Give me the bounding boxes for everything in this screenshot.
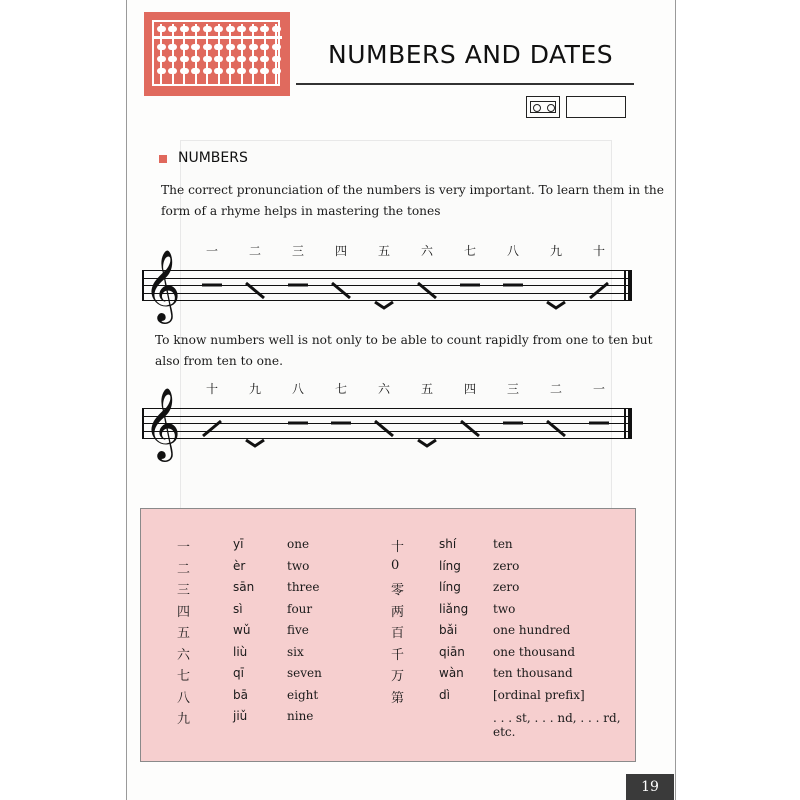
abacus-bead: [237, 44, 246, 50]
abacus-bead: [203, 68, 212, 74]
note-character: 四: [463, 382, 476, 396]
vocab-ordinal-note: . . . st, . . . nd, . . . rd, etc.: [493, 711, 621, 739]
abacus-bead: [168, 68, 177, 74]
staff-end-bar-thick: [628, 270, 632, 301]
abacus-rod: [241, 24, 243, 84]
vocab-english: [ordinal prefix]: [493, 687, 585, 702]
note-character: 十: [205, 382, 218, 396]
abacus-bead: [226, 26, 235, 32]
tone-1-mark-icon: [498, 280, 528, 310]
vocab-pinyin: liù: [233, 644, 248, 659]
abacus-bead: [249, 68, 258, 74]
vocab-hanzi: 零: [391, 583, 405, 598]
vocab-english: four: [287, 601, 313, 616]
vocab-hanzi: 0: [391, 557, 400, 573]
vocab-english: six: [287, 644, 304, 659]
abacus-bead: [272, 44, 281, 50]
vocab-pinyin: líng: [439, 580, 461, 594]
abacus-bead: [249, 44, 258, 50]
tone-3-mark-icon: [412, 418, 442, 448]
note-character: 二: [248, 244, 261, 258]
abacus-bead: [157, 68, 166, 74]
tone-4-mark-icon: [455, 418, 485, 448]
abacus-bead: [191, 56, 200, 62]
abacus-bead: [191, 68, 200, 74]
abacus-bead: [191, 26, 200, 32]
abacus-bead: [214, 56, 223, 62]
abacus-bead: [180, 68, 189, 74]
vocab-pinyin: sān: [233, 580, 255, 594]
vocab-hanzi: 二: [177, 561, 191, 577]
vocab-pinyin: sì: [233, 601, 243, 616]
intro-paragraph: [161, 180, 664, 222]
title-rule: [296, 83, 634, 85]
abacus-bead: [203, 56, 212, 62]
tone-1-mark-icon: [498, 418, 528, 448]
tone-1-mark-icon: [197, 280, 227, 310]
abacus-bead: [168, 44, 177, 50]
vocab-hanzi: 百: [391, 626, 405, 641]
staff-end-bar-thin: [624, 408, 626, 439]
abacus-bead: [249, 56, 258, 62]
note-character: 九: [248, 382, 261, 396]
note-character: 一: [592, 382, 605, 396]
abacus-rod: [218, 24, 220, 84]
note-character: 八: [506, 244, 519, 258]
abacus-bead: [157, 56, 166, 62]
vocab-pinyin: liǎng: [439, 601, 469, 616]
vocab-english: seven: [287, 666, 322, 680]
abacus-bead: [226, 44, 235, 50]
vocab-english: three: [287, 580, 320, 594]
audio-track-box: [566, 96, 626, 118]
vocab-english: ten: [493, 537, 513, 551]
abacus-bead: [237, 68, 246, 74]
abacus-rod: [172, 24, 174, 84]
abacus-bead: [237, 56, 246, 62]
vocab-pinyin: èr: [233, 558, 246, 573]
tone-1-mark-icon: [584, 418, 614, 448]
abacus-bead: [272, 68, 281, 74]
note-character: 一: [205, 244, 218, 258]
note-character: 三: [291, 244, 304, 258]
abacus-rod: [183, 24, 185, 84]
abacus-bead: [260, 26, 269, 32]
staff-end-bar-thick: [628, 408, 632, 439]
vocab-english: two: [287, 558, 310, 573]
abacus-rod: [160, 24, 162, 84]
vocab-english: eight: [287, 687, 319, 702]
staff-line: [142, 408, 632, 409]
vocab-pinyin: dì: [439, 687, 450, 702]
abacus-bead: [157, 26, 166, 32]
vocab-pinyin: bǎi: [439, 623, 458, 637]
tone-1-mark-icon: [326, 418, 356, 448]
vocab-hanzi: 五: [177, 626, 191, 641]
paragraph-line: form of a rhyme helps in mastering the tones: [161, 204, 441, 218]
abacus-bead: [180, 44, 189, 50]
abacus-bead: [249, 26, 258, 32]
abacus-bead: [260, 44, 269, 50]
abacus-bead: [203, 26, 212, 32]
vocab-english: zero: [493, 580, 520, 594]
vocab-pinyin: qī: [233, 666, 244, 680]
page-number: 19: [626, 774, 674, 800]
vocab-hanzi: 第: [391, 690, 405, 706]
vocab-pinyin: bā: [233, 687, 248, 702]
tone-1-mark-icon: [455, 280, 485, 310]
staff-line: [142, 278, 632, 279]
vocab-hanzi: 十: [391, 540, 405, 555]
vocab-hanzi: 四: [177, 604, 191, 620]
note-character: 九: [549, 244, 562, 258]
abacus-rod: [195, 24, 197, 84]
tone-3-mark-icon: [240, 418, 270, 448]
staff-line: [142, 270, 632, 271]
vocab-pinyin: líng: [439, 558, 461, 573]
abacus-bead: [180, 56, 189, 62]
tone-2-mark-icon: [584, 280, 614, 310]
abacus-bead: [214, 26, 223, 32]
vocabulary-table: [140, 508, 636, 762]
abacus-logo: [144, 12, 290, 96]
tone-3-mark-icon: [369, 280, 399, 310]
abacus-bead: [214, 68, 223, 74]
treble-clef-icon: 𝄞: [144, 248, 181, 321]
vocab-english: nine: [287, 709, 314, 723]
vocab-english: ten thousand: [493, 666, 573, 680]
abacus-rod: [275, 24, 277, 84]
tone-1-mark-icon: [283, 280, 313, 310]
note-character: 七: [334, 382, 347, 396]
vocab-hanzi: 七: [177, 669, 191, 684]
abacus-bead: [214, 44, 223, 50]
note-character: 二: [549, 382, 562, 396]
vocab-hanzi: 九: [177, 712, 191, 727]
page-title: NUMBERS AND DATES: [328, 40, 614, 69]
tone-staff-2: [142, 380, 638, 470]
vocab-english: one: [287, 537, 310, 551]
abacus-bead: [203, 44, 212, 50]
note-character: 四: [334, 244, 347, 258]
note-character: 三: [506, 382, 519, 396]
abacus-bead: [272, 56, 281, 62]
abacus-bead: [226, 56, 235, 62]
tone-4-mark-icon: [326, 280, 356, 310]
vocab-pinyin: yī: [233, 537, 244, 551]
tone-1-mark-icon: [283, 418, 313, 448]
abacus-rod: [206, 24, 208, 84]
staff-line: [142, 416, 632, 417]
tone-staff-1: [142, 242, 638, 332]
vocab-hanzi: 两: [391, 604, 405, 620]
note-character: 七: [463, 244, 476, 258]
abacus-bead: [180, 26, 189, 32]
vocab-english: zero: [493, 558, 520, 573]
section-bullet-icon: [159, 155, 167, 163]
tone-4-mark-icon: [369, 418, 399, 448]
tone-4-mark-icon: [412, 280, 442, 310]
note-character: 八: [291, 382, 304, 396]
abacus-rod: [252, 24, 254, 84]
vocab-hanzi: 万: [391, 669, 405, 684]
tone-4-mark-icon: [541, 418, 571, 448]
note-character: 五: [420, 382, 433, 396]
vocab-pinyin: wàn: [439, 666, 464, 680]
vocab-english: five: [287, 623, 309, 637]
vocab-english: two: [493, 601, 516, 616]
treble-clef-icon: 𝄞: [144, 386, 181, 459]
abacus-bead: [272, 26, 281, 32]
vocab-hanzi: 八: [177, 690, 191, 706]
vocab-hanzi: 一: [177, 540, 191, 555]
abacus-bead: [157, 44, 166, 50]
tone-3-mark-icon: [541, 280, 571, 310]
vocab-pinyin: wǔ: [233, 623, 251, 637]
tone-2-mark-icon: [197, 418, 227, 448]
note-character: 六: [377, 382, 390, 396]
vocab-hanzi: 千: [391, 647, 405, 663]
note-character: 五: [377, 244, 390, 258]
paragraph-line: also from ten to one.: [155, 354, 283, 368]
cassette-tape-icon: [526, 96, 560, 118]
count-paragraph: [155, 330, 653, 372]
section-heading: NUMBERS: [178, 150, 248, 166]
vocab-pinyin: qiān: [439, 644, 465, 659]
abacus-bead: [168, 26, 177, 32]
staff-end-bar-thin: [624, 270, 626, 301]
vocab-english: one thousand: [493, 644, 576, 659]
paragraph-line: The correct pronunciation of the numbers is very important. To learn them in the: [161, 183, 664, 197]
paragraph-line: To know numbers well is not only to be able to count rapidly from one to ten but: [155, 333, 653, 347]
abacus-bead: [260, 56, 269, 62]
abacus-bead: [237, 26, 246, 32]
vocab-pinyin: jiǔ: [233, 709, 248, 723]
abacus-rod: [229, 24, 231, 84]
vocab-pinyin: shí: [439, 537, 457, 551]
abacus-bead: [260, 68, 269, 74]
abacus-rod: [264, 24, 266, 84]
tone-4-mark-icon: [240, 280, 270, 310]
abacus-bead: [168, 56, 177, 62]
vocab-english: one hundred: [493, 623, 571, 637]
abacus-bead: [191, 44, 200, 50]
note-character: 六: [420, 244, 433, 258]
abacus-bead: [226, 68, 235, 74]
vocab-hanzi: 六: [177, 647, 191, 663]
vocab-hanzi: 三: [177, 583, 191, 598]
note-character: 十: [592, 244, 605, 258]
